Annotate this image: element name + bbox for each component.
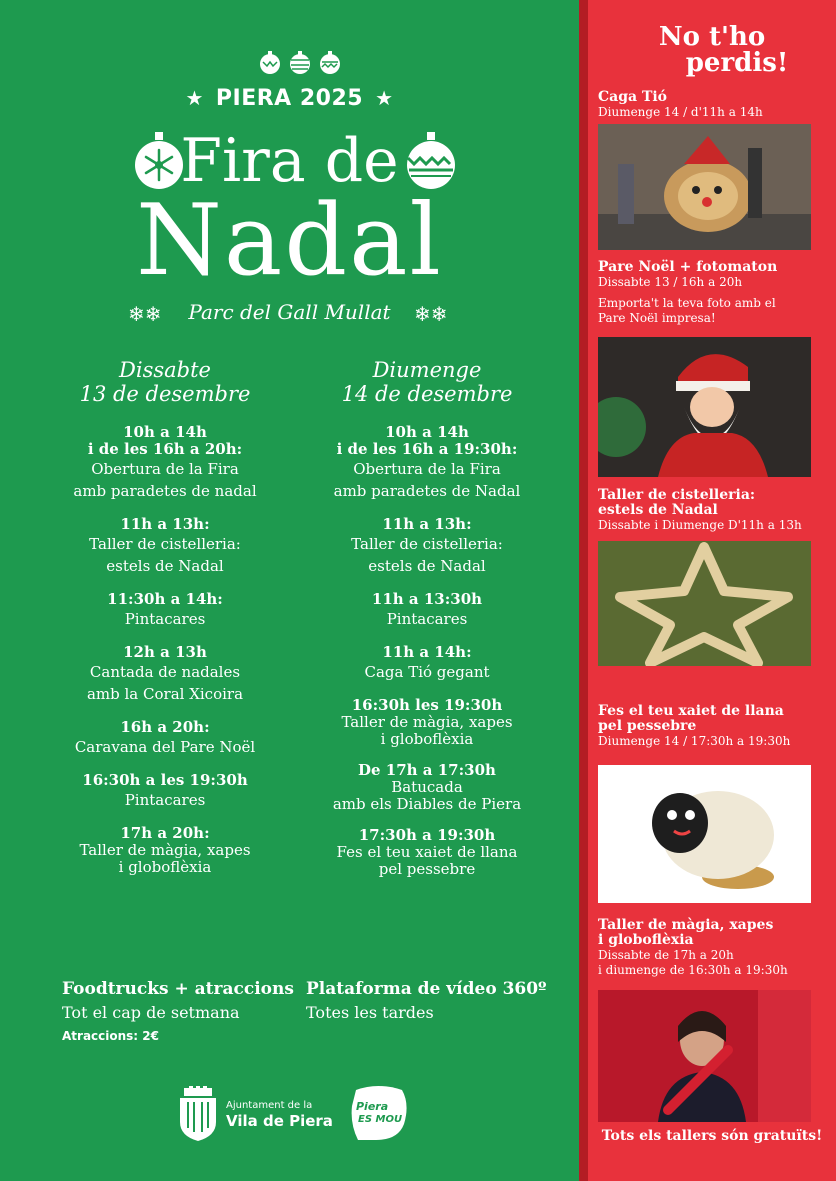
sponsor-logos (176, 1086, 436, 1146)
es-mou-text: ES MOU (358, 1114, 403, 1125)
schedule-item: 11h a 13h: Taller de cistelleria: estels de Nadal (351, 515, 503, 575)
piera-es-mou-logo (348, 1084, 410, 1142)
schedule-item: 11:30h a 14h: Pintacares (107, 590, 223, 628)
highlight-item: Taller de màgia, xapes i globoflèxia Dissabte de 17h a 20h i diumenge de 16:30h a 19:30h (598, 917, 788, 977)
schedule-item: 11h a 14h: Caga Tió gegant (364, 643, 490, 681)
schedule-item: 16:30h les 19:30h Taller de màgia, xapes i globoflèxia (341, 696, 513, 748)
wool-sheep-photo (598, 765, 811, 903)
highlight-item: Caga Tió Diumenge 14 / d'11h a 14h (598, 89, 763, 119)
schedule-item: 17:30h a 19:30h Fes el teu xaiet de llana pel pessebre (336, 826, 518, 878)
schedule-item: 16h a 20h: Caravana del Pare Noël (74, 718, 256, 756)
star-icon: ★ (375, 86, 394, 110)
sunday-schedule (302, 358, 552, 892)
schedule-item: 10h a 14h i de les 16h a 19:30h: Obertura de la Fira amb paradetes de Nadal (333, 423, 521, 500)
highlight-item: Taller de cistelleria: estels de Nadal Dissabte i Diumenge D'11h a 13h (598, 487, 802, 532)
sidebar-title: No t'ho perdis! (658, 22, 789, 78)
title-line-1: Fira de (180, 126, 399, 196)
coat-of-arms-icon (176, 1086, 220, 1142)
ajuntament-label: Ajuntament de la (226, 1100, 313, 1111)
caga-tio-photo (598, 124, 811, 250)
es-mou-text: Piera (356, 1100, 389, 1113)
highlights-sidebar (588, 0, 836, 1181)
schedule-item: 12h a 13h Cantada de nadales amb la Coral Xicoira (86, 643, 244, 703)
free-workshops-note: Tots els tallers són gratuïts! (601, 1128, 823, 1144)
ornaments-icon (258, 48, 342, 76)
ajuntament-name: Vila de Piera (226, 1112, 333, 1130)
magic-workshop-photo (598, 990, 811, 1122)
highlight-item: Pare Noël + fotomaton Dissabte 13 / 16h a 20h Emporta't la teva foto amb el Pare Noël impresa! (598, 259, 778, 325)
highlight-item: Fes el teu xaiet de llana pel pessebre Diumenge 14 / 17:30h a 19:30h (598, 703, 791, 748)
saturday-schedule (40, 358, 290, 890)
schedule-item: 11h a 13:30h Pintacares (371, 590, 483, 628)
snowflake-icon: ❄❄ (128, 302, 162, 326)
schedule-item: 10h a 14h i de les 16h a 20h: Obertura de la Fira amb paradetes de nadal (73, 423, 257, 500)
schedule-item: 17h a 20h: Taller de màgia, xapes i globoflèxia (79, 824, 251, 876)
star-icon: ★ (185, 86, 204, 110)
venue-subtitle: Parc del Gall Mullat (188, 300, 391, 324)
wicker-star-photo (598, 541, 811, 666)
foodtrucks-info: Foodtrucks + atraccions Tot el cap de setmana Atraccions: 2€ (62, 979, 294, 1043)
santa-photo (598, 337, 811, 477)
schedule-item: De 17h a 17:30h Batucada amb els Diables de Piera (332, 761, 522, 813)
video-platform-info: Plataforma de vídeo 360º Totes les tardes (306, 979, 547, 1022)
title-line-2: Nadal (136, 184, 443, 298)
schedule-item: 16:30h a les 19:30h Pintacares (82, 771, 248, 809)
snowflake-icon: ❄❄ (414, 302, 448, 326)
sunday-heading: Diumenge 14 de desembre (341, 358, 513, 406)
event-year: ★ PIERA 2025 ★ (185, 86, 394, 111)
divider-stripe (579, 0, 588, 1181)
schedule-item: 11h a 13h: Taller de cistelleria: estels de Nadal (89, 515, 241, 575)
saturday-heading: Dissabte 13 de desembre (79, 358, 251, 406)
